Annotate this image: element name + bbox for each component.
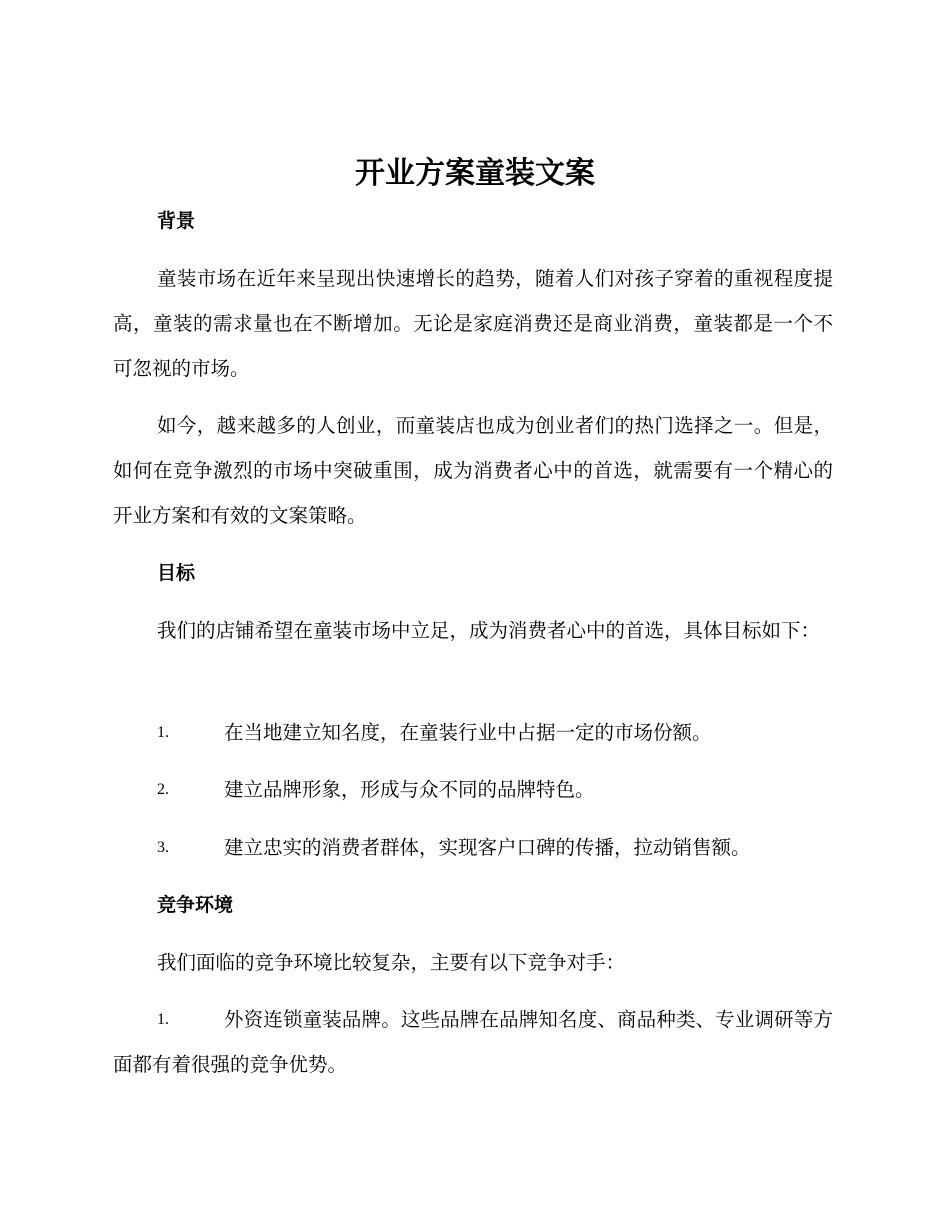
section-heading-goals: 目标 xyxy=(157,562,196,584)
document-title: 开业方案童装文案 xyxy=(355,156,595,191)
list-item-text: 建立忠实的消费者群体，实现客户口碑的传播，拉动销售额。 xyxy=(224,836,751,859)
section-heading-background: 背景 xyxy=(157,210,196,232)
list-number: 3. xyxy=(157,839,169,856)
section-heading-competition: 竞争环境 xyxy=(157,894,234,916)
list-item-text: 在当地建立知名度，在童装行业中占据一定的市场份额。 xyxy=(224,721,712,744)
list-item xyxy=(113,825,833,870)
list-number: 1. xyxy=(157,724,169,741)
competition-intro: 我们面临的竞争环境比较复杂，主要有以下竞争对手： xyxy=(157,951,626,974)
list-item-text: 外资连锁童装品牌。这些品牌在品牌知名度、商品种类、专业调研等方面都有着很强的竞争优势。 xyxy=(113,1008,833,1076)
list-item-text: 建立品牌形象，形成与众不同的品牌特色。 xyxy=(224,778,595,801)
list-item xyxy=(113,997,833,1087)
list-item xyxy=(113,710,833,755)
goals-intro: 我们的店铺希望在童装市场中立足，成为消费者心中的首选，具体目标如下： xyxy=(157,619,821,642)
list-number: 2. xyxy=(157,781,169,798)
list-item xyxy=(113,767,833,812)
background-paragraph-2: 如今，越来越多的人创业，而童装店也成为创业者们的热门选择之一。但是，如何在竞争激烈的市场中突破重围，成为消费者心中的首选，就需要有一个精心的开业方案和有效的文案策略。 xyxy=(113,414,833,527)
list-number: 1. xyxy=(157,1011,169,1028)
background-paragraph-1: 童装市场在近年来呈现出快速增长的趋势，随着人们对孩子穿着的重视程度提高，童装的需求量也在不断增加。无论是家庭消费还是商业消费，童装都是一个不可忽视的市场。 xyxy=(113,267,833,380)
